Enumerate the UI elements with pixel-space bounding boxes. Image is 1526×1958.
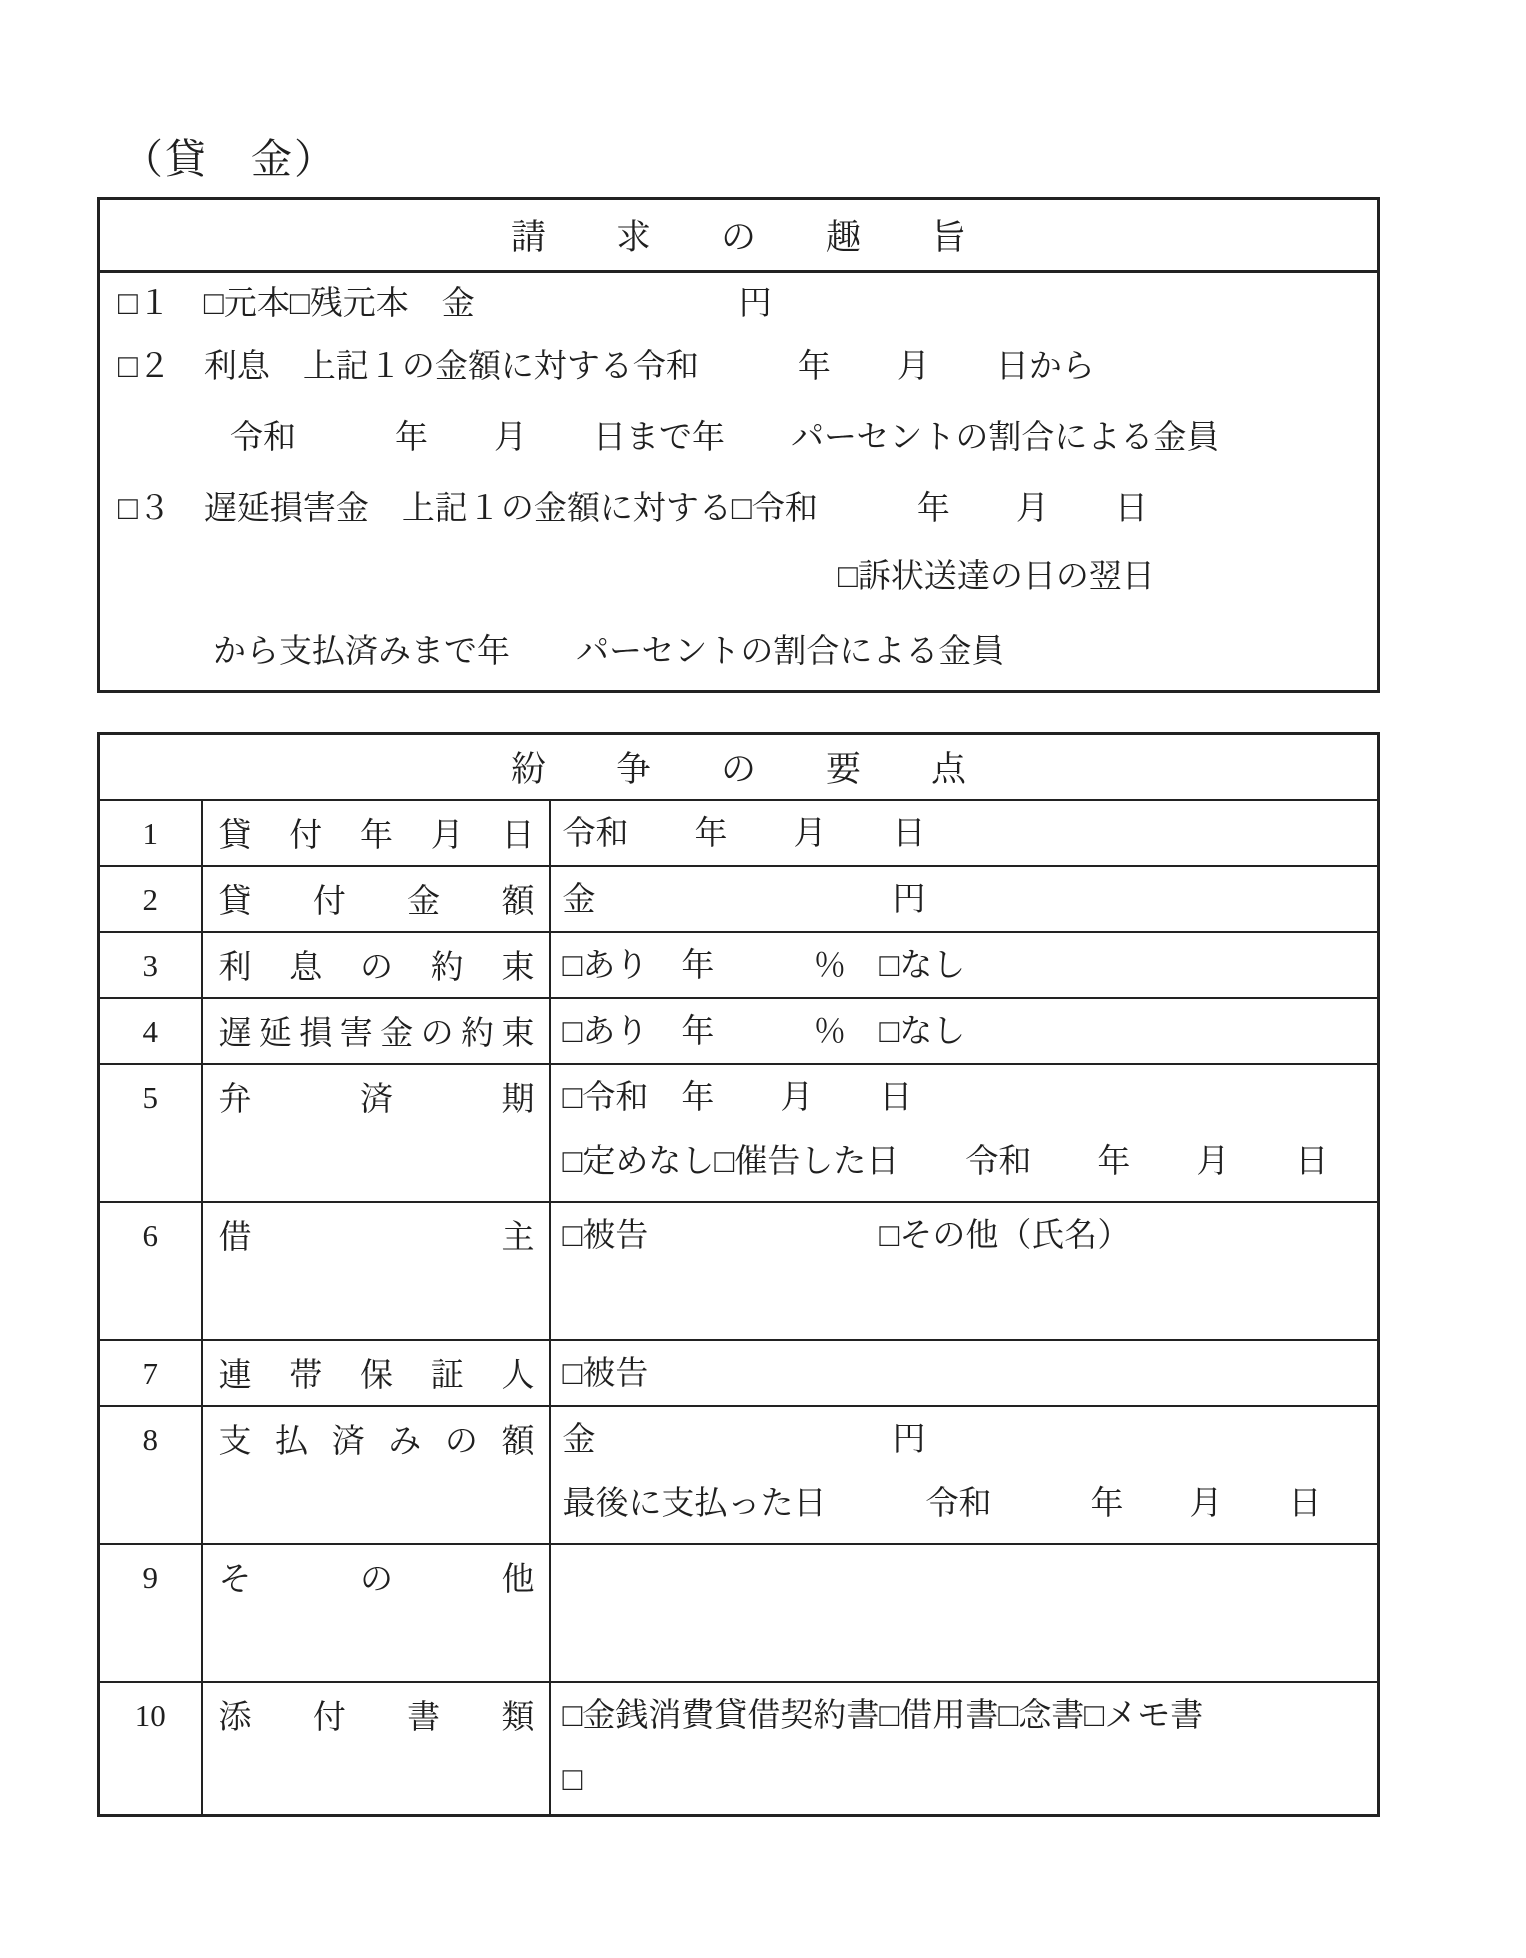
row-content: 金 円 [550,866,1379,932]
row-label: 添付書類 [202,1682,550,1816]
row-label: その他 [202,1544,550,1682]
row-number: 8 [99,1406,202,1544]
row-number: 9 [99,1544,202,1682]
row-content: 令和 年 月 日 [550,800,1379,866]
row-content: □あり 年 ％ □なし [550,932,1379,998]
claim-purpose-table [97,197,1380,693]
claim-line-damages: □３ 遅延損害金 上記１の金額に対する□令和 年 月 日 [118,491,1148,527]
row-label: 貸付年月日 [202,800,550,866]
row-number: 1 [99,800,202,866]
claim-line-interest: □２ 利息 上記１の金額に対する令和 年 月 日から [118,349,1095,385]
row-number: 5 [99,1064,202,1202]
table-row [99,800,1379,866]
table-row [99,866,1379,932]
table-row [99,1682,1379,1816]
claim-line-service-date: □訴状送達の日の翌日 [838,559,1155,595]
row-label: 貸付金額 [202,866,550,932]
claim-purpose-body [100,273,1377,690]
claim-purpose-title: 請 求 の 趣 旨 [100,200,1377,273]
document-category-label: （貸 金） [122,136,337,182]
row-content: □あり 年 ％ □なし [550,998,1379,1064]
row-content [550,1544,1379,1682]
row-label: 借主 [202,1202,550,1340]
dispute-points-table [97,732,1380,1817]
table-row [99,998,1379,1064]
row-number: 10 [99,1682,202,1816]
row-content: □被告 □その他（氏名） [550,1202,1379,1340]
row-label: 支払済みの額 [202,1406,550,1544]
row-label: 利息の約束 [202,932,550,998]
table-row [99,1544,1379,1682]
row-number: 7 [99,1340,202,1406]
table-row [99,1406,1379,1544]
row-label: 遅延損害金の約束 [202,998,550,1064]
row-content: □令和 年 月 日 □定めなし□催告した日 令和 年 月 日 [550,1064,1379,1202]
row-content: 金 円 最後に支払った日 令和 年 月 日 [550,1406,1379,1544]
table-row [99,1340,1379,1406]
row-label: 連帯保証人 [202,1340,550,1406]
row-label: 弁済期 [202,1064,550,1202]
row-content: □被告 [550,1340,1379,1406]
row-number: 6 [99,1202,202,1340]
table-row [99,1202,1379,1340]
dispute-points-title: 紛 争 の 要 点 [99,734,1379,800]
claim-line-interest-period: 令和 年 月 日まで年 パーセントの割合による金員 [230,420,1220,456]
table-row [99,932,1379,998]
row-number: 4 [99,998,202,1064]
table-row [99,1064,1379,1202]
row-number: 2 [99,866,202,932]
row-content: □金銭消費貸借契約書□借用書□念書□メモ書 □ [550,1682,1379,1816]
claim-line-principal: □１ □元本□残元本 金 円 [118,286,772,322]
row-number: 3 [99,932,202,998]
claim-line-damages-rate: から支払済みまで年 パーセントの割合による金員 [213,634,1005,670]
